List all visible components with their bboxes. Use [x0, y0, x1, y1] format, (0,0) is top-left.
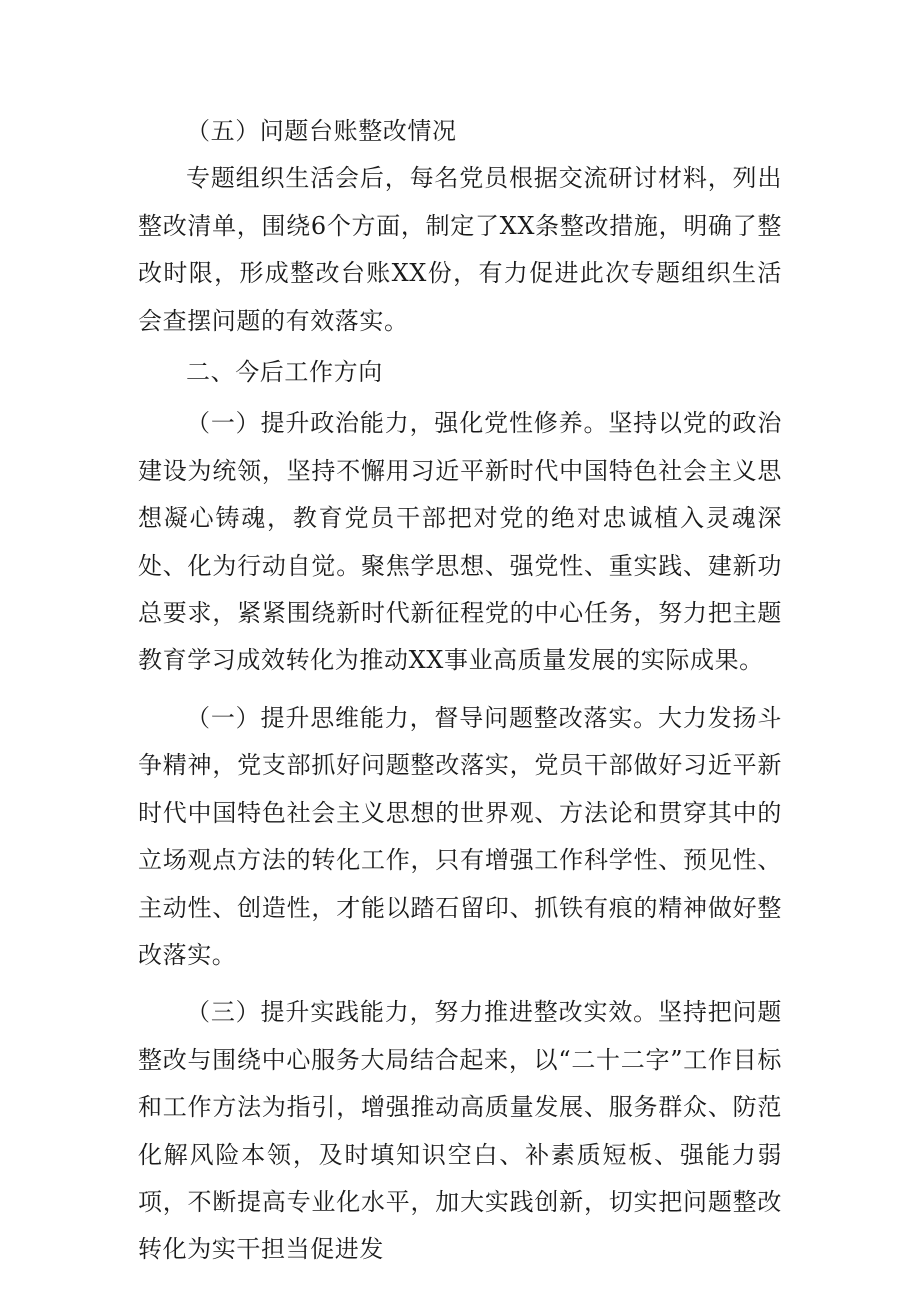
section-five-paragraph: 专题组织生活会后，每名党员根据交流研讨材料，列出整改清单，围绕6个方面，制定了XX条整改措施，明确了整改时限，形成整改台账XX份，有力促进此次专题组织生活会查摆问题的有效落实。: [138, 164, 782, 335]
item-one-political-paragraph: （一）提升政治能力，强化党性修养。坚持以党的政治建设为统领，坚持不懈用习近平新时代中国特色社会主义思想凝心铸魂，教育党员干部把对党的绝对忠诚植入灵魂深处、化为行动自觉。聚焦学思想、强党性、重实践、建新功总要求，紧紧围绕新时代新征程党的中心任务，努力把主题教育学习成效转化为推动XX事业高质量发展的实际成果。: [138, 409, 782, 675]
document-page: [138, 108, 782, 1274]
part-two-heading: 二、今后工作方向: [186, 358, 383, 387]
item-three-practice-paragraph: （三）提升实践能力，努力推进整改实效。坚持把问题整改与围绕中心服务大局结合起来，以“二十二字”工作目标和工作方法为指引，增强推动高质量发展、服务群众、防范化解风险本领，及时填知识空白、补素质短板、强能力弱项，不断提高专业化水平，加大实践创新，切实把问题整改转化为实干担当促进发: [138, 998, 782, 1264]
item-one-thinking-paragraph: （一）提升思维能力，督导问题整改落实。大力发扬斗争精神，党支部抓好问题整改落实，党员干部做好习近平新时代中国特色社会主义思想的世界观、方法论和贯穿其中的立场观点方法的转化工作，只有增强工作科学性、预见性、主动性、创造性，才能以踏石留印、抓铁有痕的精神做好整改落实。: [138, 703, 782, 969]
section-five-heading: （五）问题台账整改情况: [186, 117, 457, 145]
